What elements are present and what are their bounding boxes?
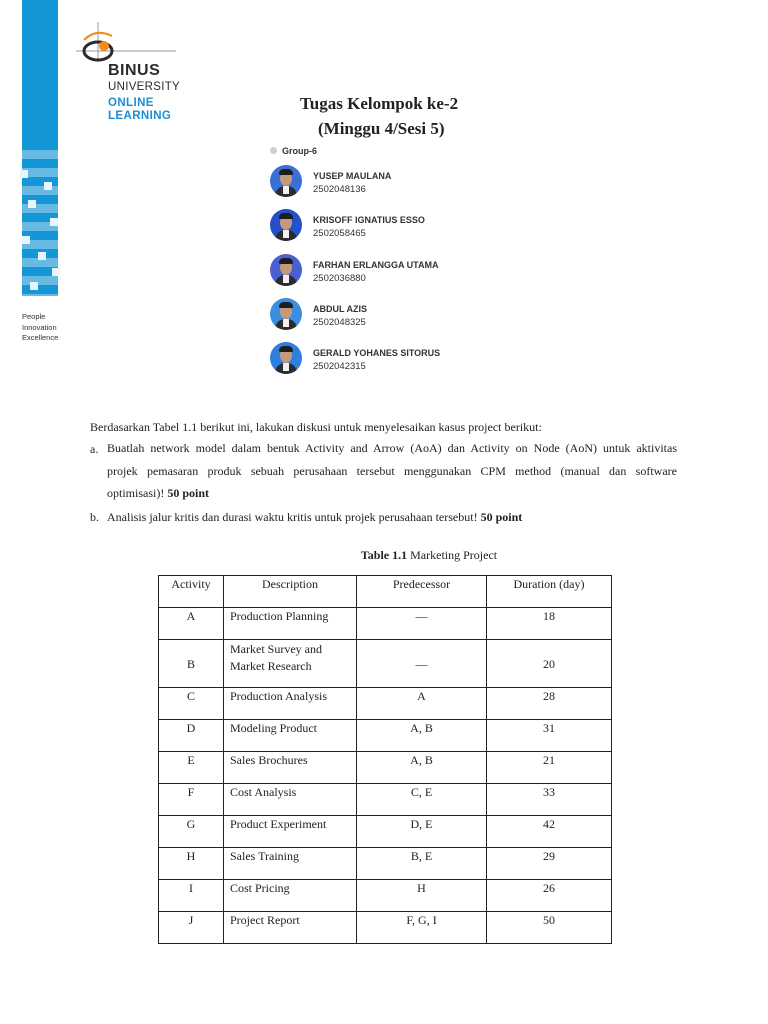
header-duration: Duration (day) [487,576,612,608]
header-description: Description [224,576,357,608]
tagline-innovation: Innovation [22,322,57,332]
cell-activity: E [159,752,224,784]
member-item [270,298,470,334]
table-caption-text: Marketing Project [407,548,498,562]
cell-activity: F [159,784,224,816]
cell-predecessor: H [357,880,487,912]
table-caption [0,548,768,563]
cell-predecessor: — [357,608,487,640]
avatar [270,342,302,374]
cell-predecessor: A, B [357,720,487,752]
table-row [159,848,612,880]
member-name: FARHAN ERLANGGA UTAMA [313,260,439,270]
logo-binus: BINUS [108,62,161,79]
member-id: 2502042315 [313,361,366,372]
member-id: 2502036880 [313,273,366,284]
cell-predecessor: — [357,640,487,688]
binus-logo-mark [76,18,186,68]
member-id: 2502048136 [313,184,366,195]
cell-activity: D [159,720,224,752]
member-item [270,342,470,378]
group-status-dot [270,147,277,154]
cell-description: Sales Training [224,848,357,880]
cell-description: Market Survey and Market Research [224,640,357,688]
logo-university: UNIVERSITY [108,81,181,93]
member-item [270,165,470,201]
logo-learning: LEARNING [108,110,172,122]
cell-description: Project Report [224,912,357,944]
cell-duration: 33 [487,784,612,816]
tagline-people: People [22,312,46,321]
avatar [270,298,302,330]
item-a-line3 [107,482,677,505]
group-name: Group-6 [282,146,317,156]
table-row [159,640,612,688]
member-item [270,254,470,290]
logo-online: ONLINE [108,97,154,109]
cell-duration: 26 [487,880,612,912]
member-id: 2502058465 [313,228,366,239]
cell-predecessor: A, B [357,752,487,784]
table-row [159,912,612,944]
cell-activity: I [159,880,224,912]
table-row [159,720,612,752]
item-a-line1: Buatlah network model dalam bentuk Activity and Arrow (AoA) dan Activity on Node (AoN) untuk aktivitas [107,441,677,455]
header-activity: Activity [159,576,224,608]
cell-duration: 31 [487,720,612,752]
document-subtitle: (Minggu 4/Sesi 5) [318,119,445,138]
table-row [159,608,612,640]
cell-predecessor: F, G, I [357,912,487,944]
cell-description: Sales Brochures [224,752,357,784]
cell-activity: G [159,816,224,848]
cell-activity: B [159,640,224,688]
member-name: YUSEP MAULANA [313,171,392,181]
cell-duration: 21 [487,752,612,784]
cell-activity: A [159,608,224,640]
brand-strip-cells [20,160,60,300]
item-a-line3-text: optimisasi)! [107,486,165,500]
cell-duration: 18 [487,608,612,640]
item-marker: b. [90,510,99,524]
avatar [270,254,302,286]
brand-tagline [22,312,58,344]
instructions-intro: Berdasarkan Tabel 1.1 berikut ini, lakukan diskusi untuk menyelesaikan kasus project berikut: [90,420,542,434]
marketing-project-table [158,575,612,944]
group-header [270,146,317,156]
table-row [159,688,612,720]
document-title: Tugas Kelompok ke-2 [300,94,459,113]
cell-duration: 29 [487,848,612,880]
member-item [270,209,470,245]
cell-description: Production Planning [224,608,357,640]
cell-description: Product Experiment [224,816,357,848]
cell-activity: C [159,688,224,720]
cell-predecessor: D, E [357,816,487,848]
cell-predecessor: A [357,688,487,720]
table-row [159,816,612,848]
cell-predecessor: C, E [357,784,487,816]
cell-duration: 28 [487,688,612,720]
table-row [159,752,612,784]
avatar [270,209,302,241]
item-a-line2: projek pemasaran produk sebuah perusahaan tersebut menggunakan CPM method (manual dan software [107,463,677,478]
tagline-excellence: Excellence [22,333,59,342]
member-name: GERALD YOHANES SITORUS [313,348,441,358]
item-a-points: 50 point [167,486,210,500]
cell-description: Cost Analysis [224,784,357,816]
item-b-text: Analisis jalur kritis dan durasi waktu kritis untuk projek perusahaan tersebut! [107,510,478,524]
table-row [159,784,612,816]
cell-activity: H [159,848,224,880]
cell-duration: 42 [487,816,612,848]
member-name: ABDUL AZIS [313,304,367,314]
item-marker: a. [90,442,99,456]
item-body [107,510,677,525]
header-predecessor: Predecessor [357,576,487,608]
cell-description: Production Analysis [224,688,357,720]
member-name: KRISOFF IGNATIUS ESSO [313,215,425,225]
table-row [159,880,612,912]
cell-predecessor: B, E [357,848,487,880]
cell-description: Modeling Product [224,720,357,752]
item-body [107,437,677,505]
avatar [270,165,302,197]
cell-duration: 50 [487,912,612,944]
member-id: 2502048325 [313,317,366,328]
item-b-points: 50 point [480,510,523,524]
table-header-row [159,576,612,608]
cell-activity: J [159,912,224,944]
cell-duration: 20 [487,640,612,688]
cell-description: Cost Pricing [224,880,357,912]
table-caption-label: Table 1.1 [360,548,408,562]
